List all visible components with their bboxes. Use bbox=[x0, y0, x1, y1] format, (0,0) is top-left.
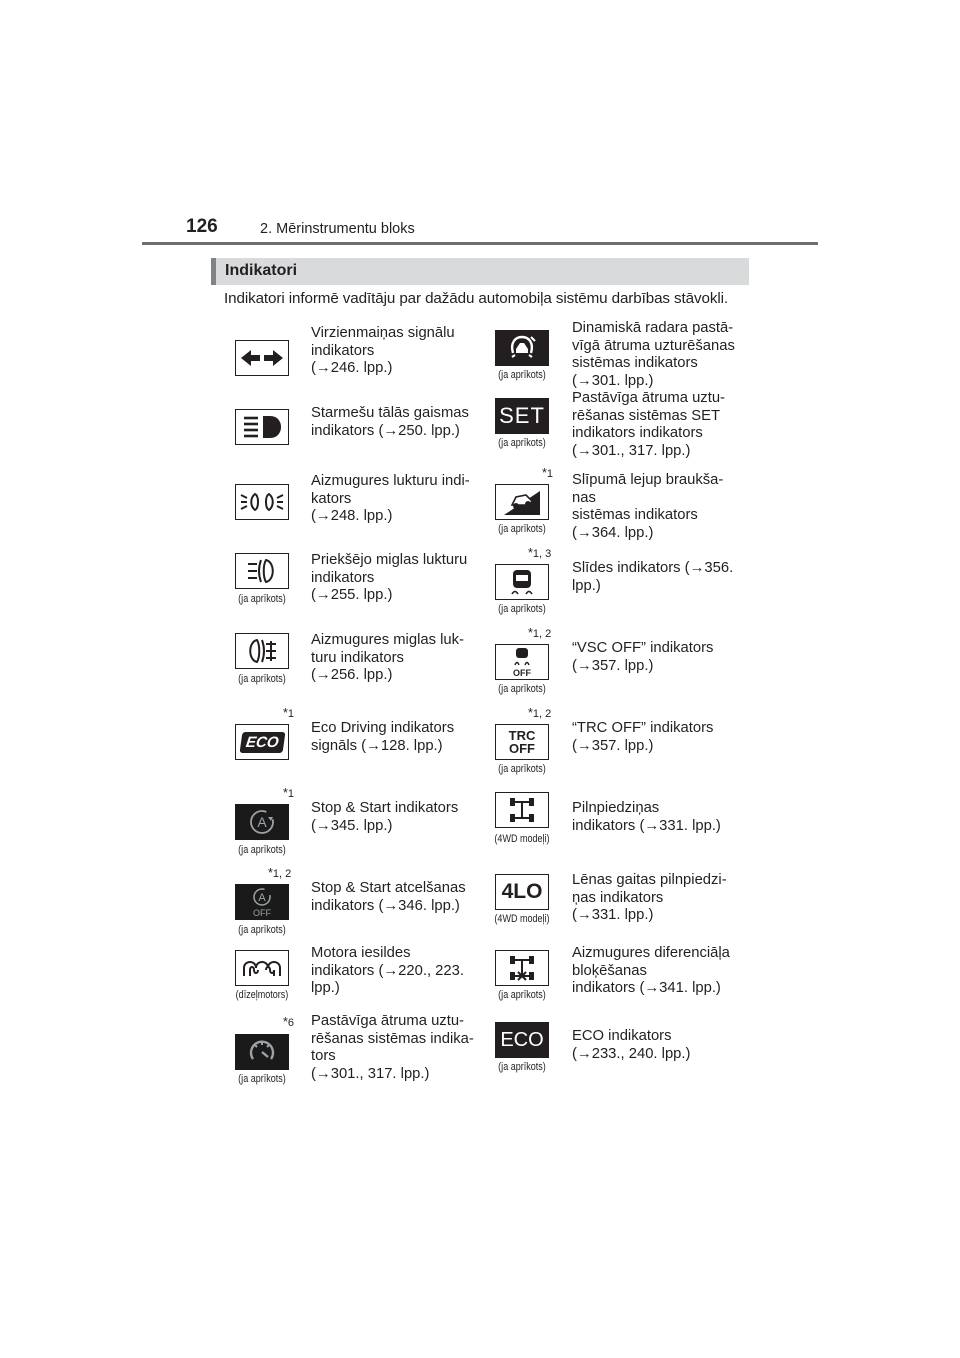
eco-driving-icon bbox=[235, 724, 289, 760]
indicator-desc-right-5: “TRC OFF” indikators (→357. lpp.) bbox=[572, 720, 714, 754]
indicator-desc-right-0: Dinamiskā radara pastā- vīgā ātruma uzturēšanas sistēmas indikators (→301. lpp.) bbox=[572, 320, 735, 389]
eco-mode-icon bbox=[495, 1022, 549, 1058]
svg-text:A: A bbox=[257, 814, 267, 830]
indicator-row-left-5 bbox=[210, 706, 486, 800]
trc-off-label-bottom: OFF bbox=[509, 741, 535, 756]
indicator-row-left-9 bbox=[210, 1013, 486, 1120]
footnote-marker-right-4: *1, 2 bbox=[528, 626, 552, 640]
vsc-off-label: OFF bbox=[513, 668, 531, 678]
indicator-row-right-6 bbox=[470, 800, 750, 880]
radar-cruise-icon bbox=[495, 330, 549, 366]
indicator-desc-left-7: Stop & Start atcelšanas indikators (→346. lpp.) bbox=[311, 880, 466, 914]
indicator-desc-left-0: Virzienmaiņas signālu indikators (→246. lpp.) bbox=[311, 325, 455, 376]
glow-plug-icon bbox=[235, 950, 289, 986]
indicator-note-right-6: (4WD modeļi) bbox=[494, 833, 550, 845]
section-header bbox=[211, 258, 749, 285]
eco-mode-label: ECO bbox=[500, 1028, 544, 1051]
footnote-marker-left-9: *6 bbox=[283, 1015, 294, 1029]
indicator-desc-right-6: Pilnpiedziņas indikators (→331. lpp.) bbox=[572, 800, 721, 834]
indicator-note-left-6: (ja aprīkots) bbox=[238, 844, 286, 856]
indicator-row-left-2 bbox=[210, 473, 486, 560]
stop-start-icon bbox=[235, 804, 289, 840]
indicator-row-right-1 bbox=[470, 390, 750, 480]
front-fog-light-icon bbox=[235, 553, 289, 589]
indicator-desc-right-7: Lēnas gaitas pilnpiedzi- ņas indikators (→331. lpp.) bbox=[572, 872, 727, 923]
cruise-set-icon bbox=[495, 398, 549, 434]
indicator-row-left-6 bbox=[210, 786, 486, 880]
indicator-desc-left-6: Stop & Start indikators (→345. lpp.) bbox=[311, 800, 459, 834]
indicator-note-right-3: (ja aprīkots) bbox=[498, 603, 546, 615]
footnote-marker-left-7: *1, 2 bbox=[268, 866, 292, 880]
indicator-note-left-7: (ja aprīkots) bbox=[238, 924, 286, 936]
tail-lights-icon bbox=[235, 484, 289, 520]
four-wheel-drive-icon bbox=[495, 792, 549, 828]
footnote-marker-left-5: *1 bbox=[283, 706, 294, 720]
indicator-desc-left-4: Aizmugures miglas luk- turu indikators (→256. lpp.) bbox=[311, 632, 464, 683]
indicator-desc-right-9: ECO indikators (→233., 240. lpp.) bbox=[572, 1028, 691, 1062]
slip-indicator-icon bbox=[495, 564, 549, 600]
indicator-note-right-1: (ja aprīkots) bbox=[498, 437, 546, 449]
indicator-desc-right-1: Pastāvīga ātruma uztu- rēšanas sistēmas SET indikators indikators (→301., 317. lpp.) bbox=[572, 390, 725, 459]
indicator-desc-left-2: Aizmugures lukturu indi- kators (→248. lpp.) bbox=[311, 473, 470, 524]
chapter-title: 2. Mērinstrumentu bloks bbox=[260, 221, 415, 237]
indicator-note-right-0: (ja aprīkots) bbox=[498, 369, 546, 381]
indicator-desc-left-5: Eco Driving indikators signāls (→128. lpp.) bbox=[311, 720, 455, 754]
rear-diff-lock-icon bbox=[495, 950, 549, 986]
indicator-note-left-4: (ja aprīkots) bbox=[238, 673, 286, 685]
indicator-note-right-5: (ja aprīkots) bbox=[498, 763, 546, 775]
indicator-note-left-9: (ja aprīkots) bbox=[238, 1073, 286, 1085]
indicator-desc-right-8: Aizmugures diferenciāļa bloķēšanas indikators (→341. lpp.) bbox=[572, 945, 730, 996]
indicator-row-right-9 bbox=[470, 1028, 750, 1120]
downhill-assist-icon bbox=[495, 484, 549, 520]
indicator-note-right-8: (ja aprīkots) bbox=[498, 989, 546, 1001]
indicator-note-left-3: (ja aprīkots) bbox=[238, 593, 286, 605]
indicator-desc-right-2: Slīpumā lejup braukša- nas sistēmas indikators (→364. lpp.) bbox=[572, 472, 724, 541]
4lo-icon bbox=[495, 874, 549, 910]
trc-off-icon bbox=[495, 724, 549, 760]
indicator-row-right-4 bbox=[470, 626, 750, 720]
indicator-row-left-1 bbox=[210, 400, 486, 480]
indicator-note-left-8: (dīzeļmotors) bbox=[235, 989, 289, 1001]
vsc-off-icon bbox=[495, 644, 549, 680]
indicator-row-right-0 bbox=[470, 320, 750, 400]
indicator-row-left-4 bbox=[210, 632, 486, 720]
high-beam-icon bbox=[235, 409, 289, 445]
footnote-marker-right-3: *1, 3 bbox=[528, 546, 552, 560]
indicator-note-right-4: (ja aprīkots) bbox=[498, 683, 546, 695]
stop-start-off-icon bbox=[235, 884, 289, 920]
trc-off-label-top: TRC bbox=[508, 728, 536, 743]
cruise-control-icon bbox=[235, 1034, 289, 1070]
indicator-desc-left-8: Motora iesildes indikators (→220., 223. lpp.) bbox=[311, 945, 464, 996]
cruise-set-label: SET bbox=[499, 403, 545, 428]
indicator-desc-left-9: Pastāvīga ātruma uztu- rēšanas sistēmas indika- tors (→301., 317. lpp.) bbox=[311, 1013, 474, 1082]
footnote-marker-left-6: *1 bbox=[283, 786, 294, 800]
indicator-note-right-2: (ja aprīkots) bbox=[498, 523, 546, 535]
stop-start-off-label: OFF bbox=[253, 908, 271, 918]
indicator-note-right-9: (ja aprīkots) bbox=[498, 1061, 546, 1073]
page-number: 126 bbox=[186, 216, 218, 237]
indicator-row-right-3 bbox=[470, 546, 750, 640]
footnote-marker-right-5: *1, 2 bbox=[528, 706, 552, 720]
indicator-desc-left-1: Starmešu tālās gaismas indikators (→250. lpp.) bbox=[311, 405, 469, 439]
section-stripe bbox=[211, 258, 216, 285]
indicator-desc-right-4: “VSC OFF” indikators (→357. lpp.) bbox=[572, 640, 714, 674]
indicator-row-right-2 bbox=[470, 466, 750, 560]
section-title: Indikatori bbox=[225, 262, 298, 279]
indicator-note-right-7: (4WD modeļi) bbox=[494, 913, 550, 925]
svg-text:A: A bbox=[258, 892, 266, 904]
indicator-desc-left-3: Priekšējo miglas lukturu indikators (→255. lpp.) bbox=[311, 552, 468, 603]
header-rule bbox=[142, 242, 818, 245]
indicator-desc-right-3: Slīdes indikators (→356. lpp.) bbox=[572, 560, 734, 594]
section-intro: Indikatori informē vadītāju par dažādu automobiļa sistēmu darbības stāvokli. bbox=[224, 290, 728, 307]
footnote-marker-right-2: *1 bbox=[542, 466, 553, 480]
indicator-row-left-3 bbox=[210, 552, 486, 640]
rear-fog-light-icon bbox=[235, 633, 289, 669]
4lo-label: 4LO bbox=[501, 880, 543, 903]
indicator-row-left-0 bbox=[210, 320, 486, 400]
indicator-row-right-5 bbox=[470, 706, 750, 800]
turn-signal-arrows-icon bbox=[235, 340, 289, 376]
eco-driving-icon-badge: ECO bbox=[239, 732, 284, 753]
